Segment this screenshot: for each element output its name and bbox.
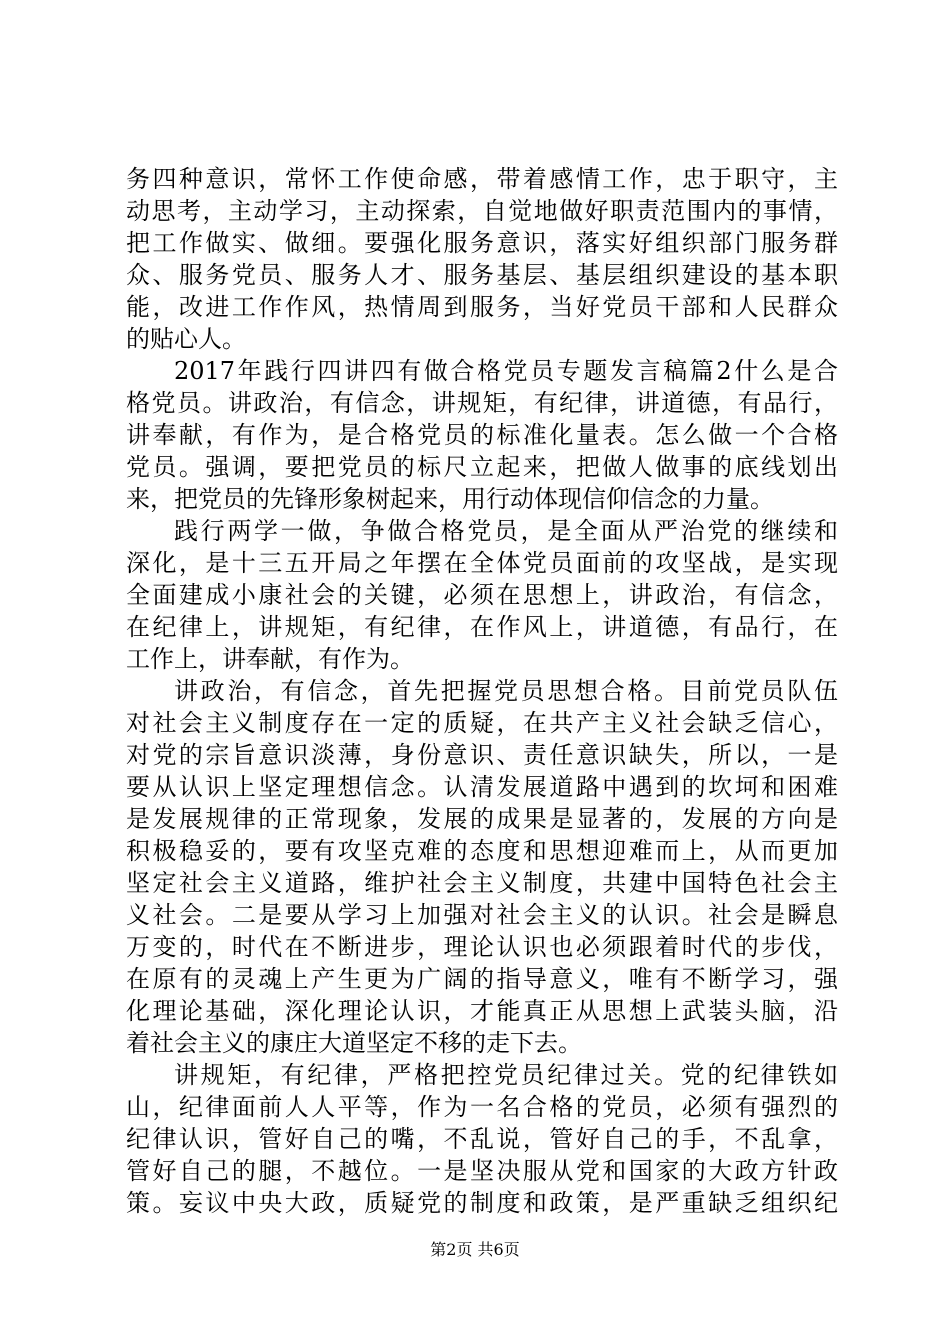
text-line: 来，把党员的先锋形象树起来，用行动体现信仰信念的力量。 [126,485,774,513]
text-line: 工作上，讲奉献，有作为。 [126,645,414,673]
text-line: 格党员。讲政治，有信念，讲规矩，有纪律，讲道德，有品行， [126,389,838,417]
paragraph-1 [126,163,838,355]
text-line: 的贴心人。 [126,325,246,353]
text-line: 务四种意识，常怀工作使命感，带着感情工作，忠于职守，主 [126,165,838,193]
text-line: 要从认识上坚定理想信念。认清发展道路中遇到的坎坷和困难 [126,773,838,801]
paragraph-2 [126,355,838,515]
text-line: 能，改进工作作风，热情周到服务，当好党员干部和人民群众 [126,293,838,321]
text-line: 是发展规律的正常现象，发展的成果是显著的，发展的方向是 [126,805,838,833]
text-line: 2017年践行四讲四有做合格党员专题发言稿篇2什么是合 [174,357,838,385]
text-line: 对社会主义制度存在一定的质疑，在共产主义社会缺乏信心， [126,709,838,737]
page-number-label: 第2页 共6页 [430,1240,520,1259]
text-line: 化理论基础，深化理论认识，才能真正从思想上武装头脑，沿 [126,997,838,1025]
text-line: 动思考，主动学习，主动探索，自觉地做好职责范围内的事情， [126,197,838,225]
text-line: 把工作做实、做细。要强化服务意识，落实好组织部门服务群 [126,229,838,257]
text-line: 全面建成小康社会的关键，必须在思想上，讲政治，有信念， [126,581,838,609]
text-line: 坚定社会主义道路，维护社会主义制度，共建中国特色社会主 [126,869,838,897]
text-line: 深化，是十三五开局之年摆在全体党员面前的攻坚战，是实现 [126,549,838,577]
paragraph-3 [126,515,838,675]
text-line: 山，纪律面前人人平等，作为一名合格的党员，必须有强烈的 [126,1093,838,1121]
text-line: 在纪律上，讲规矩，有纪律，在作风上，讲道德，有品行，在 [126,613,838,641]
text-line: 策。妄议中央大政，质疑党的制度和政策，是严重缺乏组织纪 [126,1189,838,1217]
text-line: 众、服务党员、服务人才、服务基层、基层组织建设的基本职 [126,261,838,289]
text-line: 讲政治，有信念，首先把握党员思想合格。目前党员队伍 [174,677,838,705]
document-body [126,163,838,1219]
text-line: 管好自己的腿，不越位。一是坚决服从党和国家的大政方针政 [126,1157,838,1185]
text-line: 对党的宗旨意识淡薄，身份意识、责任意识缺失，所以，一是 [126,741,838,769]
page-footer [0,1240,950,1260]
text-line: 讲奉献，有作为，是合格党员的标准化量表。怎么做一个合格 [126,421,838,449]
text-line: 积极稳妥的，要有攻坚克难的态度和思想迎难而上，从而更加 [126,837,838,865]
text-line: 践行两学一做，争做合格党员，是全面从严治党的继续和 [174,517,838,545]
paragraph-4 [126,675,838,1059]
text-line: 在原有的灵魂上产生更为广阔的指导意义，唯有不断学习，强 [126,965,838,993]
text-line: 着社会主义的康庄大道坚定不移的走下去。 [126,1029,582,1057]
text-line: 讲规矩，有纪律，严格把控党员纪律过关。党的纪律铁如 [174,1061,838,1089]
text-line: 党员。强调，要把党员的标尺立起来，把做人做事的底线划出 [126,453,838,481]
text-line: 纪律认识，管好自己的嘴，不乱说，管好自己的手，不乱拿， [126,1125,838,1153]
text-line: 万变的，时代在不断进步，理论认识也必须跟着时代的步伐， [126,933,838,961]
text-line: 义社会。二是要从学习上加强对社会主义的认识。社会是瞬息 [126,901,838,929]
paragraph-5 [126,1059,838,1219]
